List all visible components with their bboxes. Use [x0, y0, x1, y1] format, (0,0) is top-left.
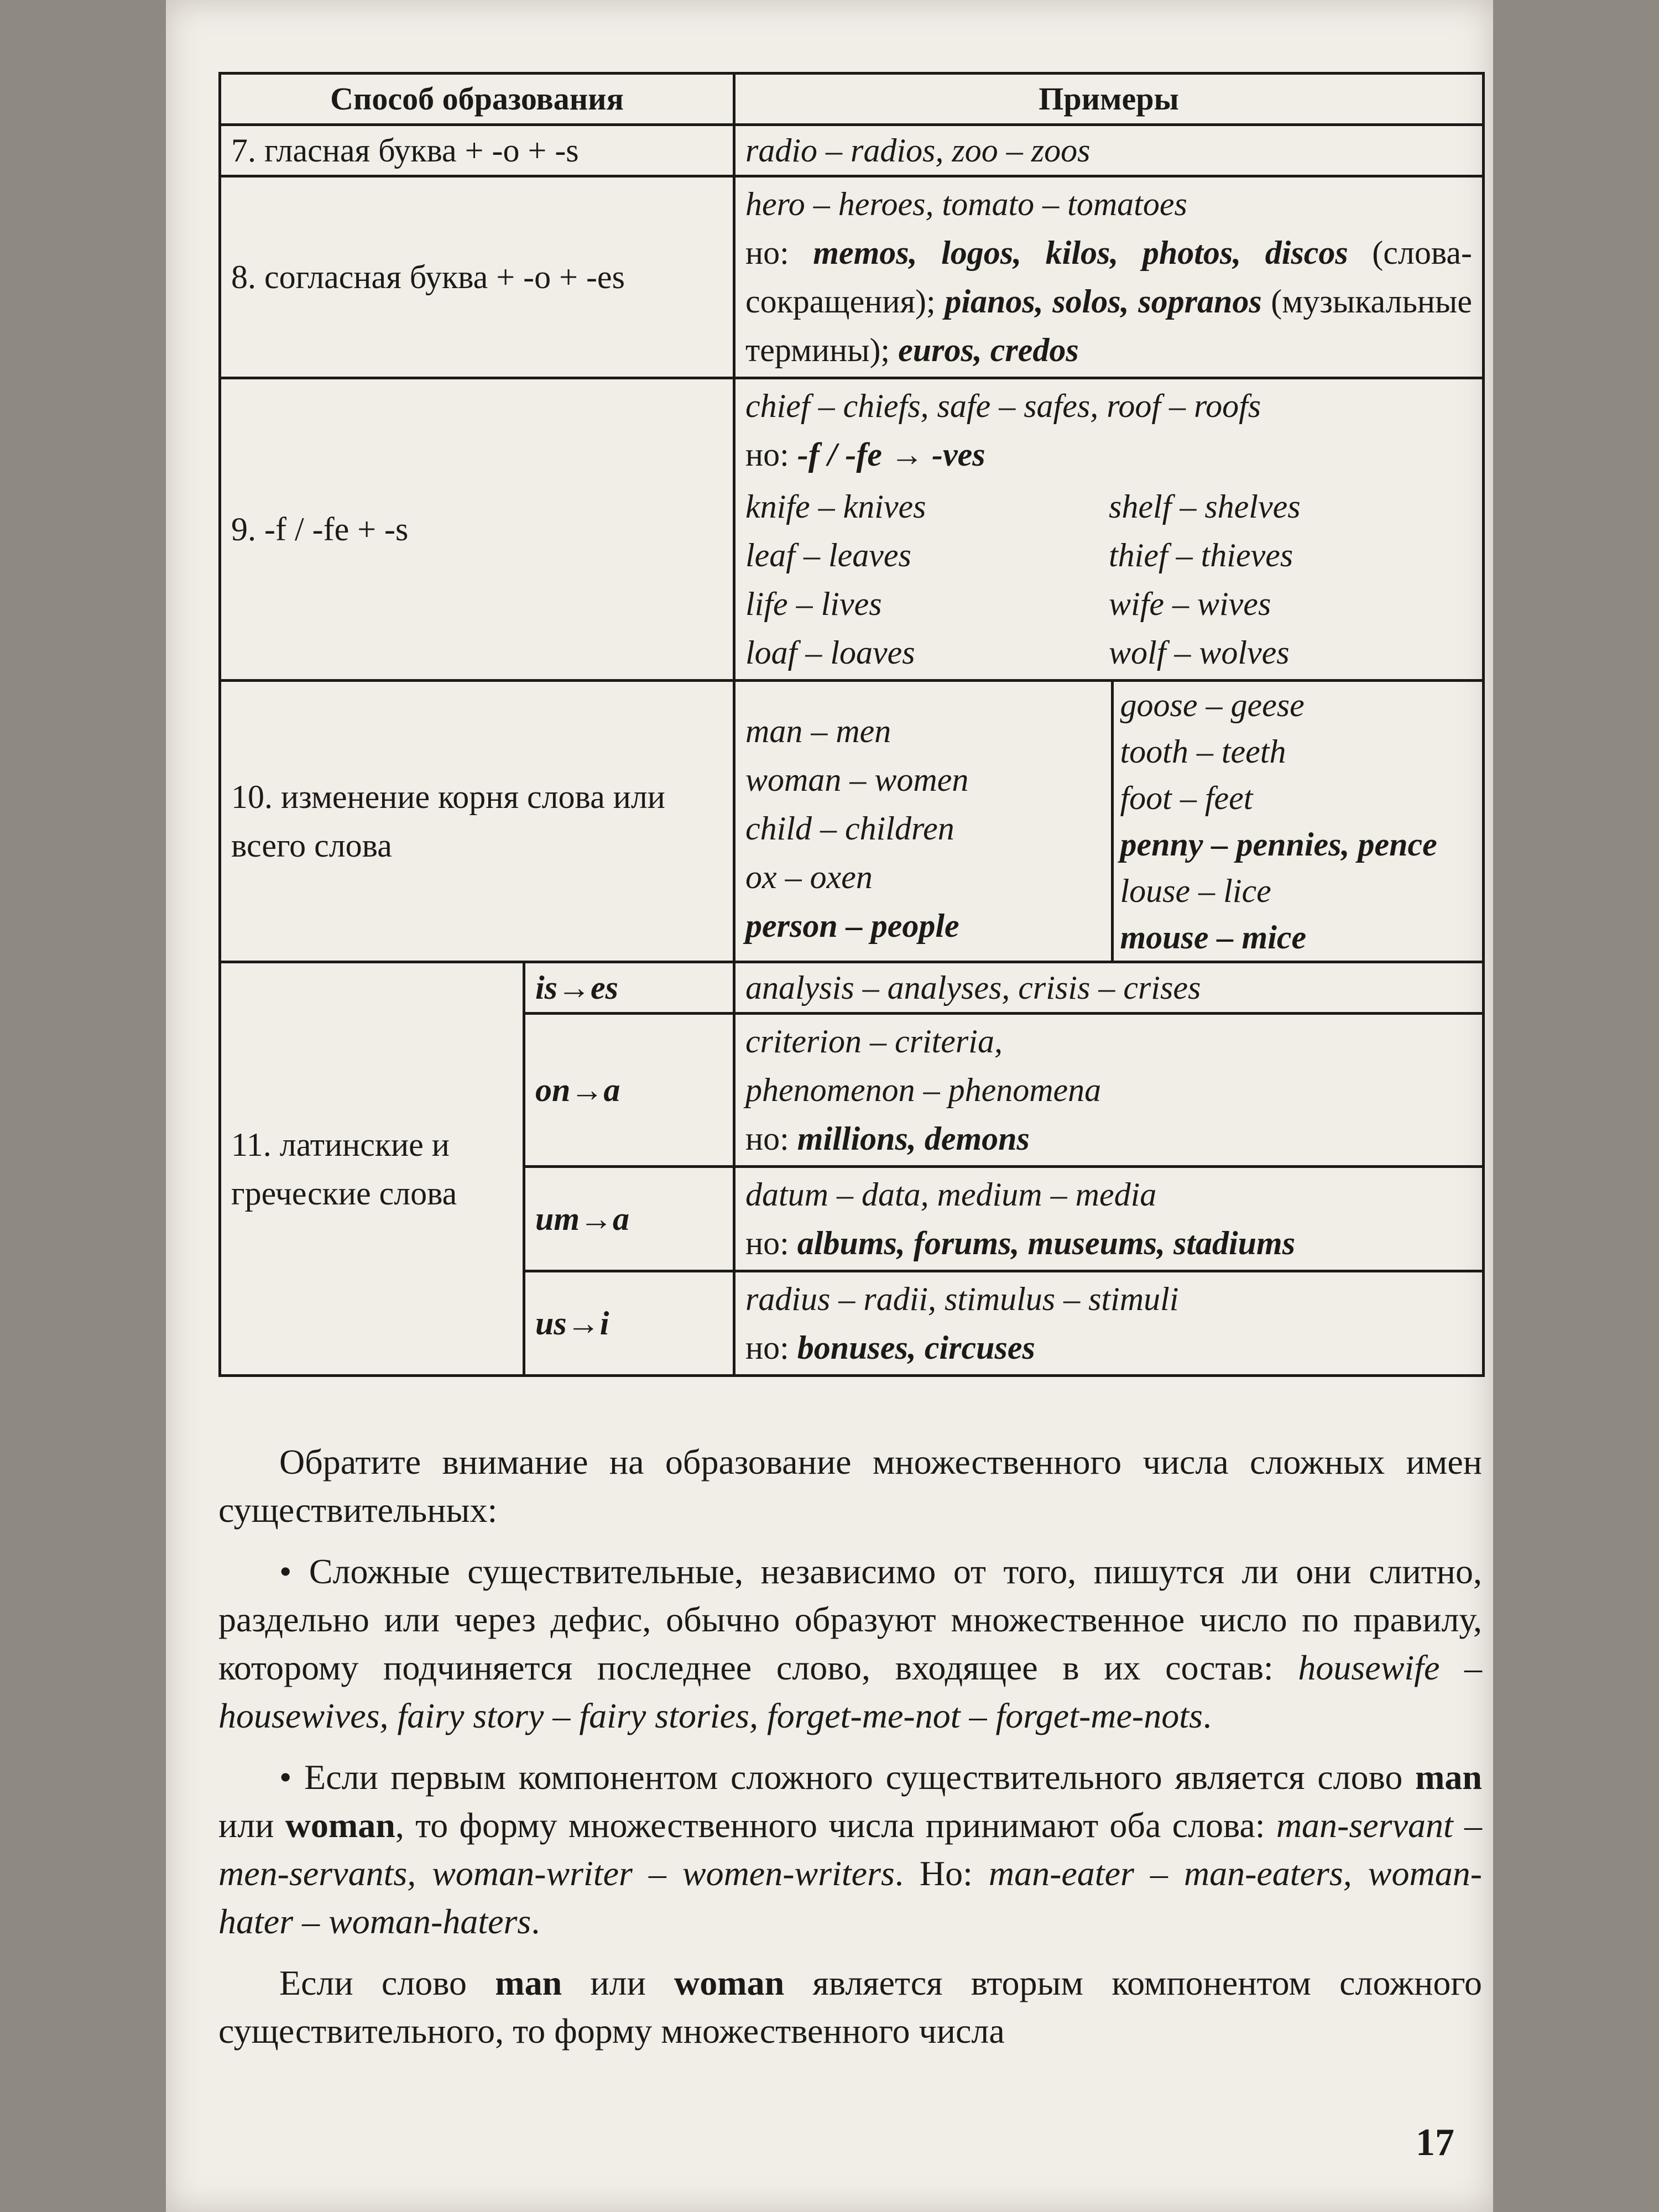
row11-examples-us: [734, 1271, 1484, 1376]
paragraph-2: [218, 1547, 1482, 1740]
list-item: leaf – leaves: [745, 537, 911, 573]
row10-columns: [735, 682, 1482, 961]
row11-examples-is: analysis – analyses, crisis – crises: [734, 962, 1484, 1014]
list-item: shelf – shelves: [1109, 488, 1301, 525]
list-item: tooth – teeth: [1120, 733, 1286, 770]
row11-um-exc: albums, forums, museums, stadiums: [797, 1225, 1296, 1261]
p4-woman: woman: [674, 1963, 785, 2002]
row9-left-col: [745, 482, 1109, 677]
row7-method: 7. гласная буква + -o + -s: [220, 125, 734, 176]
row11-method: 11. латинские и греческие слова: [220, 962, 524, 1376]
row11-on-no: но:: [745, 1120, 789, 1157]
paragraph-4: [218, 1959, 1482, 2055]
row9-examples: [734, 378, 1484, 681]
row9-method: 9. -f / -fe + -s: [220, 378, 734, 681]
list-item: wolf – wolves: [1109, 634, 1290, 671]
row9-rule-line: [745, 430, 1472, 479]
list-item: knife – knives: [745, 488, 926, 525]
row11-um-line1: datum – data, medium – media: [745, 1176, 1157, 1213]
row11-on-line2: phenomenon – phenomena: [745, 1072, 1102, 1108]
header-method: Способ образования: [220, 74, 734, 125]
table-row-11-is: [220, 962, 1484, 1014]
row11-us-exceptions: [745, 1323, 1472, 1372]
table-row-10: [220, 681, 1484, 962]
p2-end: .: [1202, 1696, 1212, 1735]
p4-man: man: [495, 1963, 562, 2002]
row9-line1: chief – chiefs, safe – safes, roof – roofs: [745, 388, 1261, 424]
table-row-7: [220, 125, 1484, 176]
row9-right-col: [1109, 482, 1472, 677]
row8-ex3: euros, credos: [898, 332, 1079, 368]
p4-or: или: [590, 1963, 646, 2002]
p3-or: или: [218, 1806, 274, 1845]
row11-on-exc: millions, demons: [797, 1120, 1030, 1157]
row8-no: но:: [745, 234, 789, 271]
paragraph-3: [218, 1753, 1482, 1945]
p4-b: является вторым компонентом сложного существительного, то форму множественного числа: [218, 1963, 1483, 2051]
row10-right-col: [1111, 682, 1483, 961]
list-item: wife – wives: [1109, 586, 1271, 622]
p4-a: Если слово: [279, 1963, 467, 2002]
p3-ex2: man-eater – man-eaters, woman-hater – woman-haters: [218, 1854, 1482, 1941]
table-header-row: [220, 74, 1484, 125]
row10-examples: [734, 681, 1484, 962]
plural-formation-table: [218, 72, 1485, 1377]
louse-lice: louse – lice: [1120, 873, 1271, 909]
page-content: [218, 72, 1482, 2068]
list-item: mouse – mice: [1120, 919, 1307, 956]
row8-method: 8. согласная буква + -o + -es: [220, 176, 734, 378]
list-item: child – children: [745, 810, 954, 847]
p3-d: .: [531, 1902, 540, 1941]
row11-um-exceptions: [745, 1219, 1472, 1267]
list-item: goose – geese: [1120, 687, 1305, 723]
book-page: [166, 0, 1493, 2212]
row9-rule: -f / -fe → -ves: [797, 436, 985, 473]
list-item: thief – thieves: [1109, 537, 1293, 573]
list-item: man – men: [745, 713, 891, 749]
row8-examples: [734, 176, 1484, 378]
row8-ex1: memos, logos, kilos, photos, discos: [813, 234, 1348, 271]
list-item: foot – feet: [1120, 780, 1253, 816]
p3-c: . Но:: [894, 1854, 973, 1893]
row11-us-line1: radius – radii, stimulus – stimuli: [745, 1281, 1179, 1317]
table-row-8: [220, 176, 1484, 378]
header-examples: Примеры: [734, 74, 1484, 125]
row10-left-col: [735, 682, 1111, 961]
body-text: [218, 1438, 1482, 2055]
table-row-9: [220, 378, 1484, 681]
list-item: life – lives: [745, 586, 882, 622]
list-item: [1120, 868, 1476, 914]
row8-note1: (слова-сокращения);: [745, 234, 1472, 320]
row8-note2: (музыкальные термины);: [745, 283, 1472, 368]
page-number: 17: [1416, 2121, 1454, 2164]
row11-on-exceptions: [745, 1114, 1472, 1163]
list-item: woman – women: [745, 761, 969, 798]
row11-us-no: но:: [745, 1329, 789, 1366]
row11-rule-um: um→a: [524, 1167, 734, 1271]
row11-examples-on: [734, 1014, 1484, 1167]
row11-rule-is: is→es: [524, 962, 734, 1014]
p3-woman: woman: [285, 1806, 395, 1845]
p3-b: , то форму множественного числа принимают оба слова:: [395, 1806, 1265, 1845]
p3-ex1: man-servant – men-servants, woman-writer – women-writers: [218, 1806, 1483, 1893]
list-item: loaf – loaves: [745, 634, 915, 671]
row8-exceptions: [745, 228, 1472, 374]
row7-examples: radio – radios, zoo – zoos: [734, 125, 1484, 176]
row11-um-no: но:: [745, 1225, 789, 1261]
p3-a: • Если первым компонентом сложного существительного является слово: [279, 1757, 1403, 1797]
row8-ex2: pianos, solos, sopranos: [945, 283, 1262, 320]
p3-man: man: [1415, 1757, 1483, 1797]
p2-examples: housewife – housewives, fairy story – fairy stories, forget-me-not – forget-me-nots: [218, 1648, 1483, 1735]
row11-rule-us: us→i: [524, 1271, 734, 1376]
row11-on-line1: criterion – criteria,: [745, 1023, 1003, 1060]
list-item: ox – oxen: [745, 859, 873, 895]
p2-start: • Сложные существительные, независимо от того, пишутся ли они слитно, раздельно или через дефис, обычно образуют множественное число по правилу, которому подчиняется последнее слово, входящее в их состав:: [218, 1552, 1482, 1687]
list-item: penny – pennies, pence: [1120, 826, 1437, 863]
row11-examples-um: [734, 1167, 1484, 1271]
row9-no: но:: [745, 436, 789, 473]
row11-rule-on: on→a: [524, 1014, 734, 1167]
row8-line1: hero – heroes, tomato – tomatoes: [745, 186, 1187, 222]
list-item: person – people: [745, 907, 959, 944]
row9-columns: [745, 482, 1472, 677]
row11-us-exc: bonuses, circuses: [797, 1329, 1035, 1366]
paragraph-1: Обратите внимание на образование множественного числа сложных имен существительных:: [218, 1442, 1482, 1530]
row10-method: 10. изменение корня слова или всего слова: [220, 681, 734, 962]
